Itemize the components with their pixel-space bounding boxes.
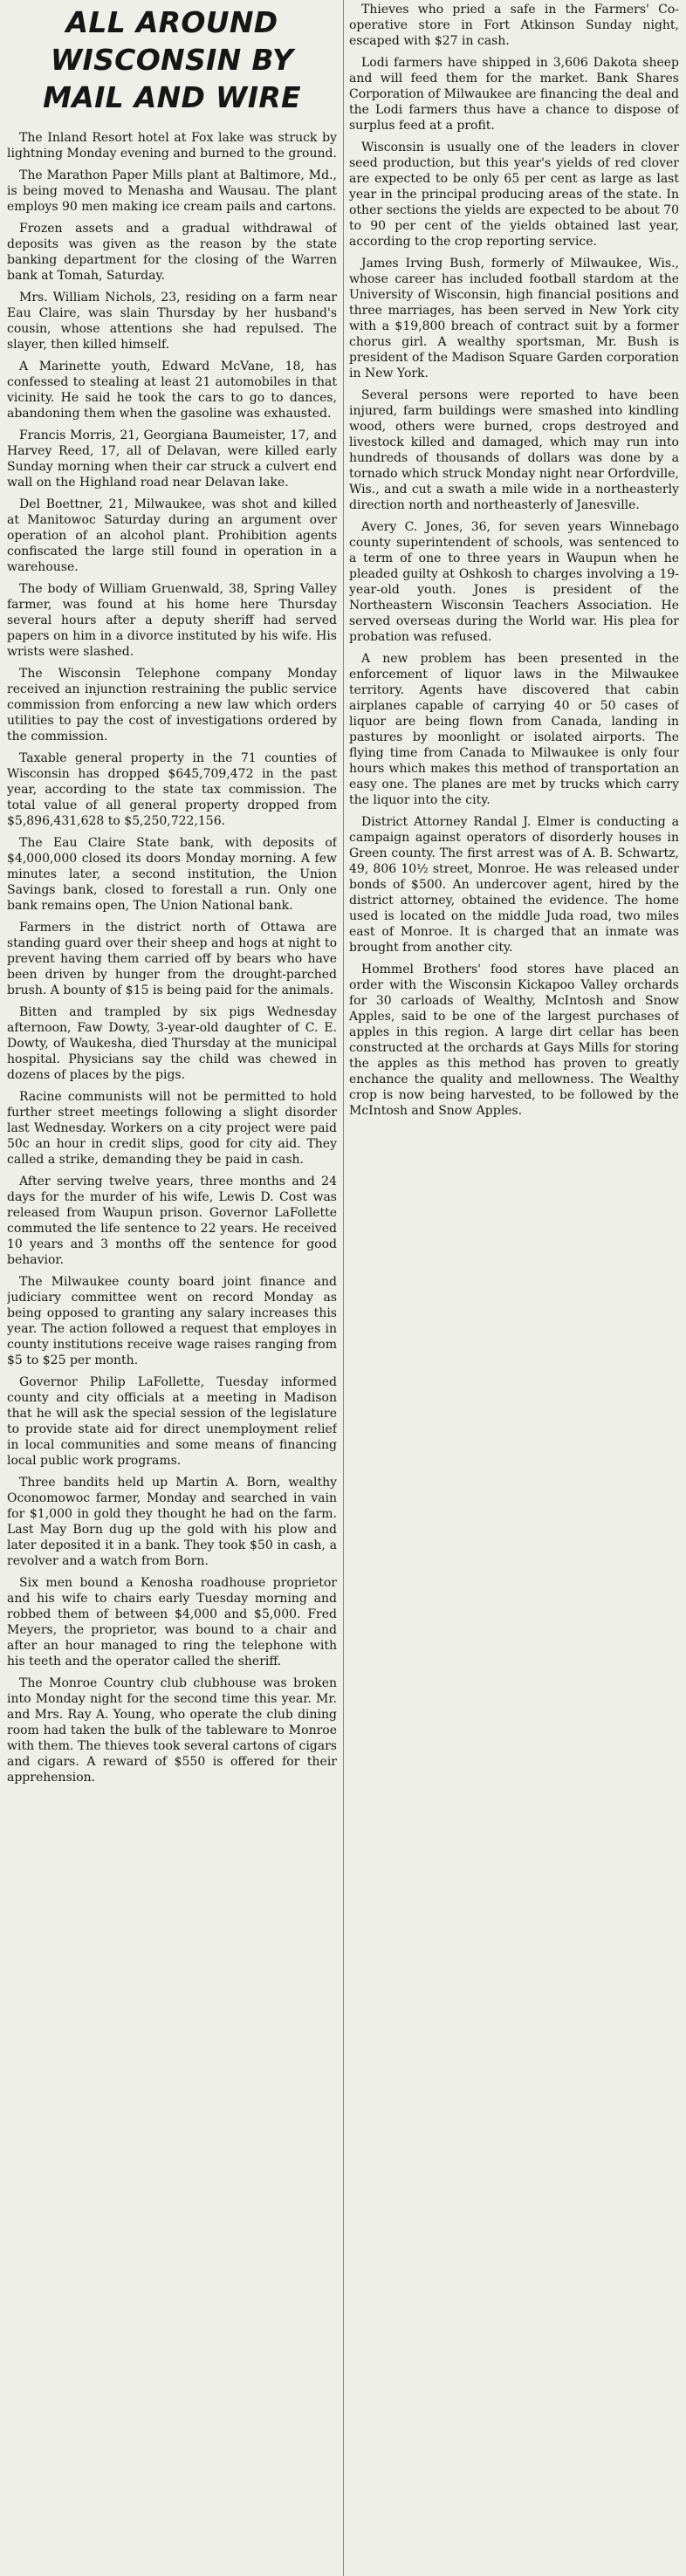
news-item: District Attorney Randal J. Elmer is conducting a campaign against operators of disorderly houses in Green county. The first arrest was of A. B. Schwartz, 49, 806 10½ street, Monroe. He was released under bonds of $500. An undercover agent, hired by the district attorney, obtained the evidence. The home used is located on the middle Juda road, two miles east of Monroe. It is charged that an inmate was brought from another city. [349,815,679,955]
news-item: Thieves who pried a safe in the Farmers' Co-operative store in Fort Atkinson Sunday night, escaped with $27 in cash. [349,3,679,48]
news-item: Francis Morris, 21, Georgiana Baumeister, 17, and Harvey Reed, 17, all of Delavan, were killed early Sunday morning when their car struck a culvert end wall on the Highland road near Delavan lake. [7,428,337,490]
left-column [7,0,337,2576]
headline [7,3,337,116]
news-item: The Monroe Country club clubhouse was broken into Monday night for the second time this year. Mr. and Mrs. Ray A. Young, who operate the club dining room had taken the bulk of the tableware to Monroe with them. The thieves took several cartons of cigars and cigars. A reward of $550 is offered for their apprehension. [7,1676,337,1785]
column-rule [343,0,344,2576]
news-item: A Marinette youth, Edward McVane, 18, has confessed to stealing at least 21 automobiles in that vicinity. He said he took the cars to go to dances, abandoning them when the gasoline was exhausted. [7,360,337,421]
headline-line-2: WISCONSIN BY [50,43,294,77]
news-item: Wisconsin is usually one of the leaders in clover seed production, but this year's yields of red clover are expected to be only 65 per cent as large as last year in the principal producing areas of the state. In other sections the yields are expected to be about 70 to 90 per cent of the yields obtained last year, according to the crop reporting service. [349,140,679,249]
news-item: Six men bound a Kenosha roadhouse proprietor and his wife to chairs early Tuesday morning and robbed them of between $4,000 and $5,000. Fred Meyers, the proprietor, was bound to a chair and after an hour managed to ring the telephone with his teeth and the operator called the sheriff. [7,1576,337,1668]
news-item: The Inland Resort hotel at Fox lake was struck by lightning Monday evening and burned to the ground. [7,131,337,161]
news-item: Lodi farmers have shipped in 3,606 Dakota sheep and will feed them for the market. Bank Shares Corporation of Milwaukee are financing the deal and the Lodi farmers thus have a chance to dispose of surplus feed at a profit. [349,56,679,133]
headline-line-1: ALL AROUND [65,5,278,39]
news-item: Del Boettner, 21, Milwaukee, was shot and killed at Manitowoc Saturday during an argument over operation of an alcohol plant. Prohibition agents confiscated the large still found in operation in a warehouse. [7,497,337,574]
news-item: Several persons were reported to have been injured, farm buildings were smashed into kindling wood, others were burned, crops destroyed and livestock killed and damaged, which may run into hundreds of thousands of dollars was done by a tornado which struck Monday night near Orfordville, Wis., and cut a swath a mile wide in a northeasterly direction north and northeasterly of Janesville. [349,388,679,512]
news-item: The Wisconsin Telephone company Monday received an injunction restraining the public service commission from enforcing a new law which orders utilities to pay the cost of investigations ordered by the commission. [7,667,337,743]
news-item: Three bandits held up Martin A. Born, wealthy Oconomowoc farmer, Monday and searched in vain for $1,000 in gold they thought he had on the farm. Last May Born dug up the gold with his plow and later deposited it in a bank. They took $50 in cash, a revolver and a watch from Born. [7,1476,337,1568]
news-item: Governor Philip LaFollette, Tuesday informed county and city officials at a meeting in Madison that he will ask the special session of the legislature to provide state aid for direct unemployment relief in local communities and some means of financing local public work programs. [7,1375,337,1468]
news-item: Mrs. William Nichols, 23, residing on a farm near Eau Claire, was slain Thursday by her husband's cousin, whose attentions she had repulsed. The slayer, then killed himself. [7,291,337,352]
news-item: The body of William Gruenwald, 38, Spring Valley farmer, was found at his home here Thursday several hours after a deputy sheriff had served papers on him in a divorce instituted by his wife. His wrists were slashed. [7,582,337,659]
news-item: Frozen assets and a gradual withdrawal of deposits was given as the reason by the state banking department for the closing of the Warren bank at Tomah, Saturday. [7,222,337,283]
news-item: Taxable general property in the 71 counties of Wisconsin has dropped $645,709,472 in the past year, according to the state tax commission. The total value of all general property dropped from $5,896,431,628 to $5,250,722,156. [7,751,337,828]
news-item: Bitten and trampled by six pigs Wednesday afternoon, Faw Dowty, 3-year-old daughter of C. E. Dowty, of Waukesha, died Thursday at the municipal hospital. Physicians say the child was chewed in dozens of places by the pigs. [7,1005,337,1082]
news-item: After serving twelve years, three months and 24 days for the murder of his wife, Lewis D. Cost was released from Waupun prison. Governor LaFollette commuted the life sentence to 22 years. He received 10 years and 3 months off the sentence for good behavior. [7,1175,337,1267]
news-item: The Milwaukee county board joint finance and judiciary committee went on record Monday as being opposed to granting any salary increases this year. The action followed a request that employes in county institutions receive wage raises ranging from $5 to $25 per month. [7,1275,337,1367]
news-item: Farmers in the district north of Ottawa are standing guard over their sheep and hogs at night to prevent having them carried off by bears who have been driven by hunger from the drought-parched brush. A bounty of $15 is being paid for the animals. [7,921,337,997]
right-column [349,0,679,2576]
news-item: The Marathon Paper Mills plant at Baltimore, Md., is being moved to Menasha and Wausau. The plant employs 90 men making ice cream pails and cartons. [7,168,337,214]
news-item: James Irving Bush, formerly of Milwaukee, Wis., whose career has included football stardom at the University of Wisconsin, high financial positions and three marriages, has been served in New York city with a $19,800 breach of contract suit by a former chorus girl. A wealthy sportsman, Mr. Bush is president of the Madison Square Garden corporation in New York. [349,257,679,380]
news-item: Avery C. Jones, 36, for seven years Winnebago county superintendent of schools, was sentenced to a term of one to three years in Waupun when he pleaded guilty at Oshkosh to charges involving a 19-year-old youth. Jones is president of the Northeastern Wisconsin Teachers Association. He served overseas during the World war. His plea for probation was refused. [349,520,679,644]
news-item: Hommel Brothers' food stores have placed an order with the Wisconsin Kickapoo Valley orchards for 30 carloads of Wealthy, McIntosh and Snow Apples, said to be one of the largest purchases of apples in this region. A large dirt cellar has been constructed at the orchards at Gays Mills for storing the apples as this method has proven to greatly enchance the quality and mellowness. The Wealthy crop is now being harvested, to be followed by the McIntosh and Snow Apples. [349,963,679,1118]
headline-line-3: MAIL AND WIRE [43,80,301,114]
news-item: A new problem has been presented in the enforcement of liquor laws in the Milwaukee territory. Agents have discovered that cabin airplanes capable of carrying 40 or 50 cases of liquor are being flown from Canada, landing in pastures by moonlight or isolated airports. The flying time from Canada to Milwaukee is only four hours which makes this method of transportation an easy one. The planes are met by trucks which carry the liquor into the city. [349,652,679,807]
news-item: The Eau Claire State bank, with deposits of $4,000,000 closed its doors Monday morning. A few minutes later, a second institution, the Union Savings bank, closed to forestall a run. Only one bank remains open, The Union National bank. [7,836,337,913]
news-item: Racine communists will not be permitted to hold further street meetings following a slight disorder last Wednesday. Workers on a city project were paid 50c an hour in credit slips, good for city aid. They called a strike, demanding they be paid in cash. [7,1090,337,1167]
